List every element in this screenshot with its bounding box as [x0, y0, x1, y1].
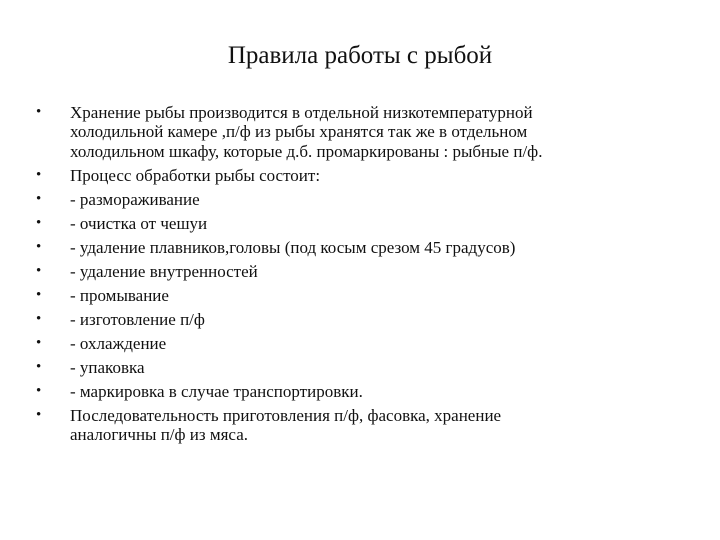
list-item [36, 382, 696, 401]
list-item-line: Последовательность приготовления п/ф, фасовка, хранение [70, 405, 502, 425]
list-item-line: холодильном шкафу, которые д.б. промаркированы : рыбные п/ф. [70, 141, 543, 161]
bullet-icon: • [36, 358, 42, 375]
list-item [36, 103, 696, 161]
list-item-line: - маркировка в случае транспортировки. [70, 381, 363, 401]
list-item [36, 406, 696, 445]
list-item-line: аналогичны п/ф из мяса. [70, 425, 248, 445]
list-item-line: Хранение рыбы производится в отдельной низкотемпературной [70, 103, 533, 122]
bullet-icon: • [36, 190, 42, 207]
list-item-line: - удаление плавников,головы (под косым срезом 45 градусов) [70, 237, 516, 257]
list-item-line: - охлаждение [70, 333, 167, 353]
list-item-line: холодильной камере ,п/ф из рыбы хранятся так же в отдельном [70, 122, 528, 142]
list-item [36, 262, 696, 281]
list-item [36, 358, 696, 377]
bullet-icon: • [36, 286, 42, 303]
list-item-line: - промывание [70, 285, 169, 305]
list-item [36, 166, 696, 185]
page-title: Правила работы с рыбой [227, 42, 493, 69]
list-item-line: - очистка от чешуи [70, 213, 208, 233]
bullet-icon: • [36, 406, 42, 423]
list-item-line: - изготовление п/ф [70, 309, 205, 329]
list-item-line: - удаление внутренностей [70, 261, 258, 281]
list-item [36, 238, 696, 257]
bullet-icon: • [36, 214, 42, 231]
list-item-line: Процесс обработки рыбы состоит: [70, 165, 321, 185]
list-item [36, 334, 696, 353]
bullet-icon: • [36, 262, 42, 279]
list-item-line: - упаковка [70, 357, 145, 377]
bullet-icon: • [36, 166, 42, 183]
list-item [36, 286, 696, 305]
bullet-icon: • [36, 310, 42, 327]
bullet-icon: • [36, 382, 42, 399]
bullet-list [36, 103, 696, 449]
bullet-icon: • [36, 104, 42, 120]
list-item [36, 214, 696, 233]
list-item-line: - размораживание [70, 189, 200, 209]
bullet-icon: • [36, 334, 42, 351]
list-item [36, 190, 696, 209]
list-item [36, 310, 696, 329]
bullet-icon: • [36, 238, 42, 255]
